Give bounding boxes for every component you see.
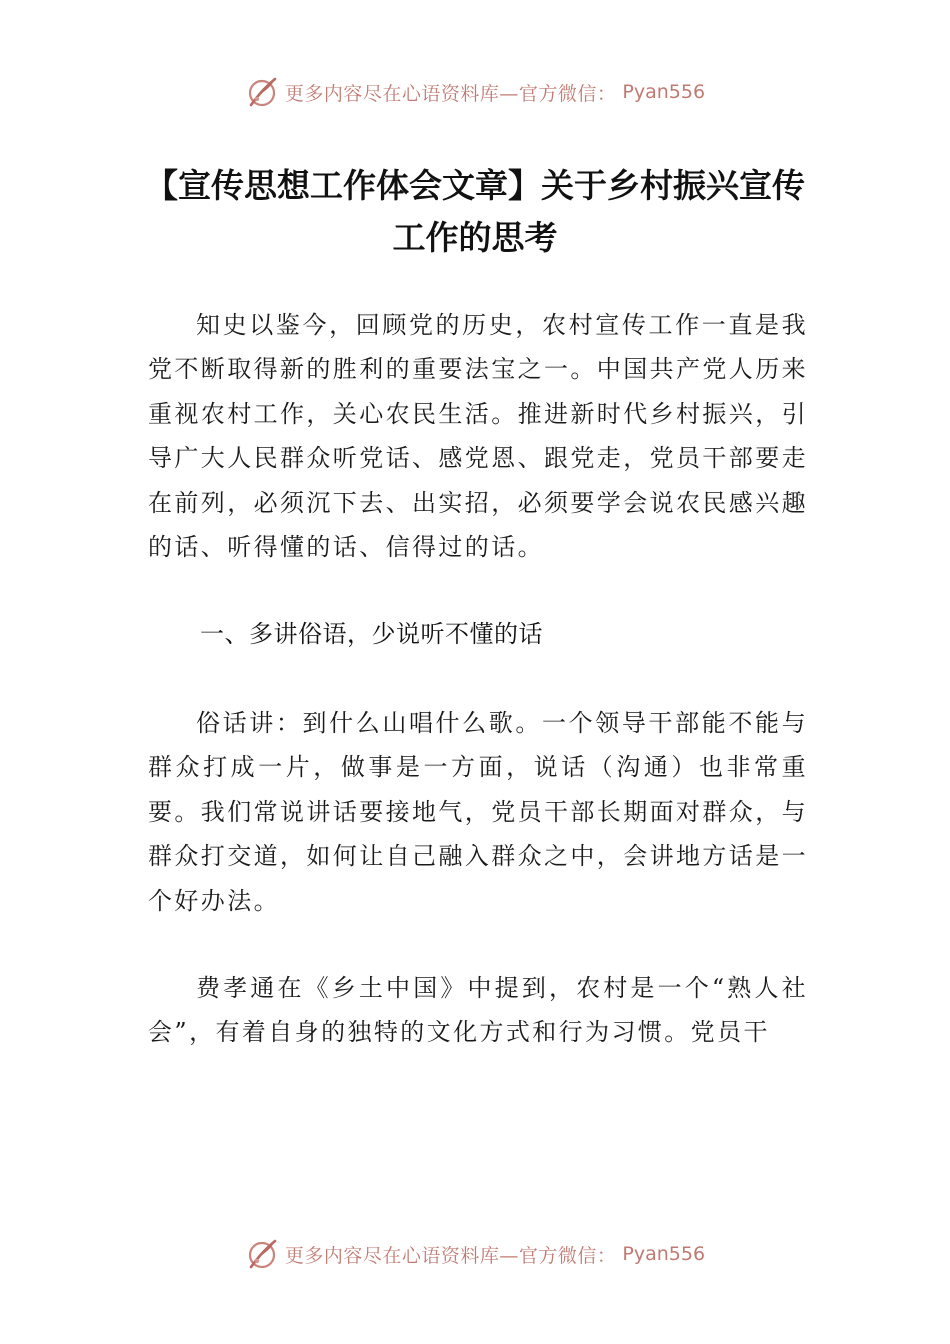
watermark-account: Pyan556 (622, 1243, 706, 1265)
paragraph-3: 费孝通在《乡土中国》中提到，农村是一个“熟人社会”，有着自身的独特的文化方式和行为习惯。党员干 (148, 974, 808, 1047)
watermark-account: Pyan556 (622, 81, 706, 103)
paragraph-2: 俗话讲：到什么山唱什么歌。一个领导干部能不能与群众打成一片，做事是一方面，说话（沟通）也非常重要。我们常说讲话要接地气，党员干部长期面对群众，与群众打交道，如何让自己融入群众之中，会讲地方话是一个好办法。 (148, 709, 808, 915)
paragraph-intro: 知史以鉴今，回顾党的历史，农村宣传工作一直是我党不断取得新的胜利的重要法宝之一。中国共产党人历来重视农村工作，关心农民生活。推进新时代乡村振兴，引导广大人民群众听党话、感党恩、跟党走，党员干部要走在前列，必须沉下去、出实招，必须要学会说农民感兴趣的话、听得懂的话、信得过的话。 (148, 311, 808, 562)
document-title: 【宣传思想工作体会文章】关于乡村振兴宣传工作的思考 (145, 166, 805, 257)
header-watermark (0, 72, 950, 112)
watermark-text: 更多内容尽在心语资料库—官方微信： (284, 1244, 617, 1267)
watermark-text: 更多内容尽在心语资料库—官方微信： (284, 82, 617, 105)
quill-logo-icon (245, 75, 279, 109)
quill-logo-icon (245, 1237, 279, 1271)
footer-watermark (0, 1234, 950, 1274)
section-heading: 一、多讲俗语，少说听不懂的话 (200, 620, 543, 648)
